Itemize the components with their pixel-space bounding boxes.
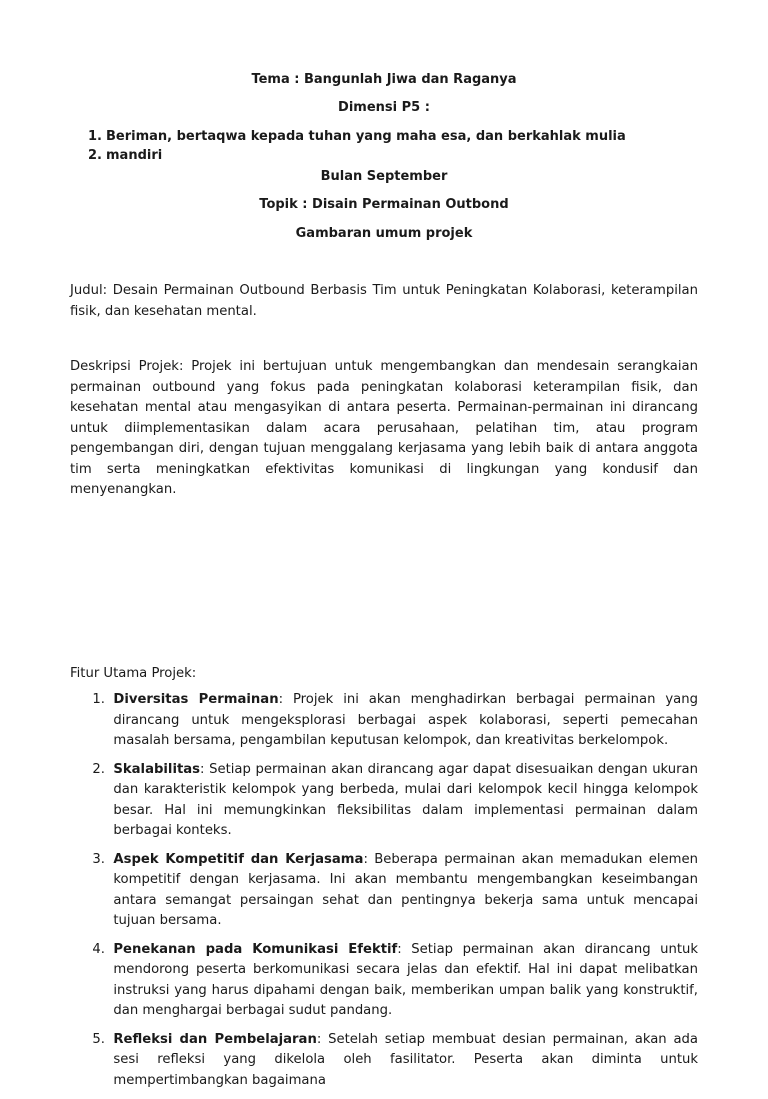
judul-paragraph: Judul: Desain Permainan Outbound Berbasis Tim untuk Peningkatan Kolaborasi, keterampilan fisik, dan kesehatan mental. (70, 283, 698, 319)
bulan-heading: Bulan September (320, 169, 448, 184)
dimensi-list-item: 2. mandiri (88, 148, 163, 163)
deskripsi-paragraph: Deskripsi Projek: Projek ini bertujuan untuk mengembangkan dan mendesain serangkaian permainan outbound yang fokus pada peningkatan kolaborasi keterampilan fisik, dan kesehatan mental atau mengasyikan di antara peserta. Permainan-permainan ini dirancang untuk diimplementasikan dalam acara perusahaan, pelatihan tim, atau program pengembangan diri, dengan tujuan menggalang kerjasama yang lebih baik di antara anggota tim serta meningkatkan efektivitas komunikasi di lingkungan yang kondusif dan menyenangkan. (70, 359, 698, 497)
list-item: 5. Refleksi dan Pembelajaran: Setelah setiap membuat desian permainan, akan ada sesi refleksi yang dikelola oleh fasilitator. Peserta akan diminta untuk mempertimbangkan bagaimana (92, 1031, 698, 1088)
list-item: 2. Skalabilitas: Setiap permainan akan dirancang agar dapat disesuaikan dengan ukuran dan karakteristik kelompok yang berbeda, mulai dari kelompok kecil hingga kelompok besar. Hal ini memungkinkan fleksibilitas dalam implementasi permainan dalam berbagai konteks. (92, 761, 698, 838)
dimensi-list (88, 127, 626, 165)
list-item: 4. Penekanan pada Komunikasi Efektif: Setiap permainan akan dirancang untuk mendorong peserta berkomunikasi secara jelas dan efektif. Hal ini dapat melibatkan instruksi yang harus dipahami dengan baik, memberikan umpan balik yang konstruktif, dan menghargai berbagai sudut pandang. (92, 941, 698, 1018)
list-item: 3. Aspek Kompetitif dan Kerjasama: Beberapa permainan akan memadukan elemen kompetitif dengan kerjasama. Ini akan membantu mengembangkan keseimbangan antara semangat persaingan sehat dan pentingnya bekerja sama untuk mencapai tujuan bersama. (92, 851, 698, 928)
gambaran-heading: Gambaran umum projek (295, 226, 473, 241)
fitur-title: Fitur Utama Projek: (70, 666, 197, 681)
topik-heading: Topik : Disain Permainan Outbond (259, 197, 509, 212)
list-item: 1. Diversitas Permainan: Projek ini akan menghadirkan berbagai permainan yang dirancang untuk mengeksplorasi berbagai aspek kolaborasi, seperti pemecahan masalah bersama, pengambilan keputusan kelompok, dan kreativitas berkelompok. (92, 692, 698, 748)
tema-heading: Tema : Bangunlah Jiwa dan Raganya (251, 72, 517, 87)
dimensi-heading: Dimensi P5 : (338, 100, 430, 115)
fitur-list (70, 690, 698, 1099)
dimensi-list-item: 1. Beriman, bertaqwa kepada tuhan yang maha esa, dan berkahlak mulia (88, 129, 626, 144)
